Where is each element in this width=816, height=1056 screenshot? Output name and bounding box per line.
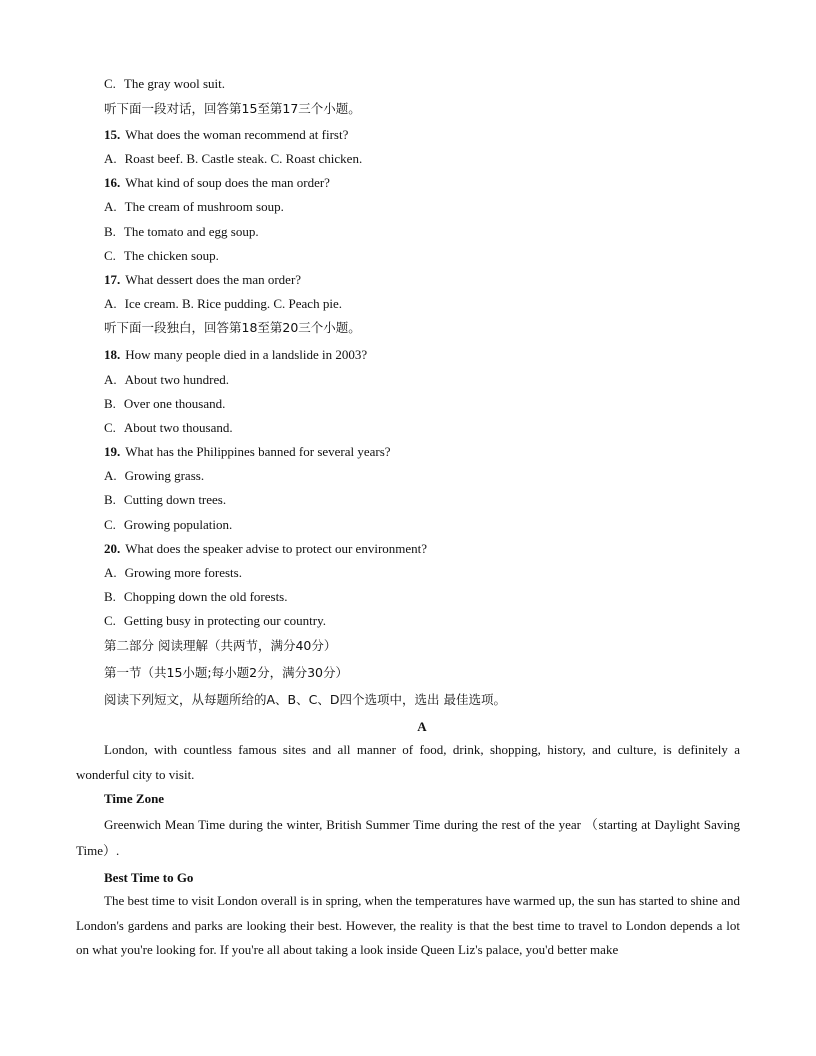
option-line: B. The tomato and egg soup. — [104, 224, 259, 239]
option-line: A. Growing grass. — [104, 468, 205, 483]
option-line: C. The gray wool suit. — [104, 76, 226, 91]
time-zone-paragraph: Greenwich Mean Time during the winter, British Summer Time during the rest of the year （starting at Daylight Saving Time）. — [76, 817, 740, 858]
heading-best-time: Best Time to Go — [104, 870, 194, 885]
subsection-heading: 第一节（共15小题;每小题2分，满分30分） — [104, 665, 348, 680]
question-19: 19. What has the Philippines banned for several years? — [104, 444, 391, 459]
question-15: 15. What does the woman recommend at first? — [104, 127, 349, 142]
option-line: C. The chicken soup. — [104, 248, 219, 263]
question-20: 20. What does the speaker advise to protect our environment? — [104, 541, 428, 556]
option-line: B. Chopping down the old forests. — [104, 589, 288, 604]
section-heading: 第二部分 阅读理解（共两节，满分40分） — [104, 638, 337, 653]
passage-intro: London, with countless famous sites and all manner of food, drink, shopping, history, and culture, is definitely a wonderful city to visit. — [76, 742, 740, 782]
best-time-paragraph: The best time to visit London overall is in spring, when the temperatures have warmed up, the sun has started to shine and London's gardens and parks are looking their best. However, the reality is that the best time to travel to London depends a lot on what you're looking for. If you're all about taking a look inside Queen Liz's palace, you'd better make — [76, 893, 740, 957]
option-line: C. Growing population. — [104, 517, 233, 532]
option-line: A. The cream of mushroom soup. — [104, 199, 284, 214]
option-line: C. Getting busy in protecting our country. — [104, 613, 326, 628]
option-line: A. Ice cream. B. Rice pudding. C. Peach pie. — [104, 296, 342, 311]
question-17: 17. What dessert does the man order? — [104, 272, 302, 287]
question-16: 16. What kind of soup does the man order? — [104, 175, 330, 190]
option-line: A. Roast beef. B. Castle steak. C. Roast chicken. — [104, 151, 363, 166]
heading-time-zone: Time Zone — [104, 791, 165, 806]
instruction-line: 听下面一段独白，回答第18至第20三个小题。 — [104, 320, 361, 335]
reading-instruction: 阅读下列短文，从每题所给的A、B、C、D四个选项中，选出 最佳选项。 — [104, 692, 506, 707]
option-line: A. Growing more forests. — [104, 565, 242, 580]
option-line: B. Cutting down trees. — [104, 492, 227, 507]
option-line: B. Over one thousand. — [104, 396, 226, 411]
option-line: A. About two hundred. — [104, 372, 229, 387]
question-18: 18. How many people died in a landslide in 2003? — [104, 347, 368, 362]
instruction-line: 听下面一段对话，回答第15至第17三个小题。 — [104, 101, 361, 116]
passage-label: A — [417, 719, 427, 734]
option-line: C. About two thousand. — [104, 420, 233, 435]
